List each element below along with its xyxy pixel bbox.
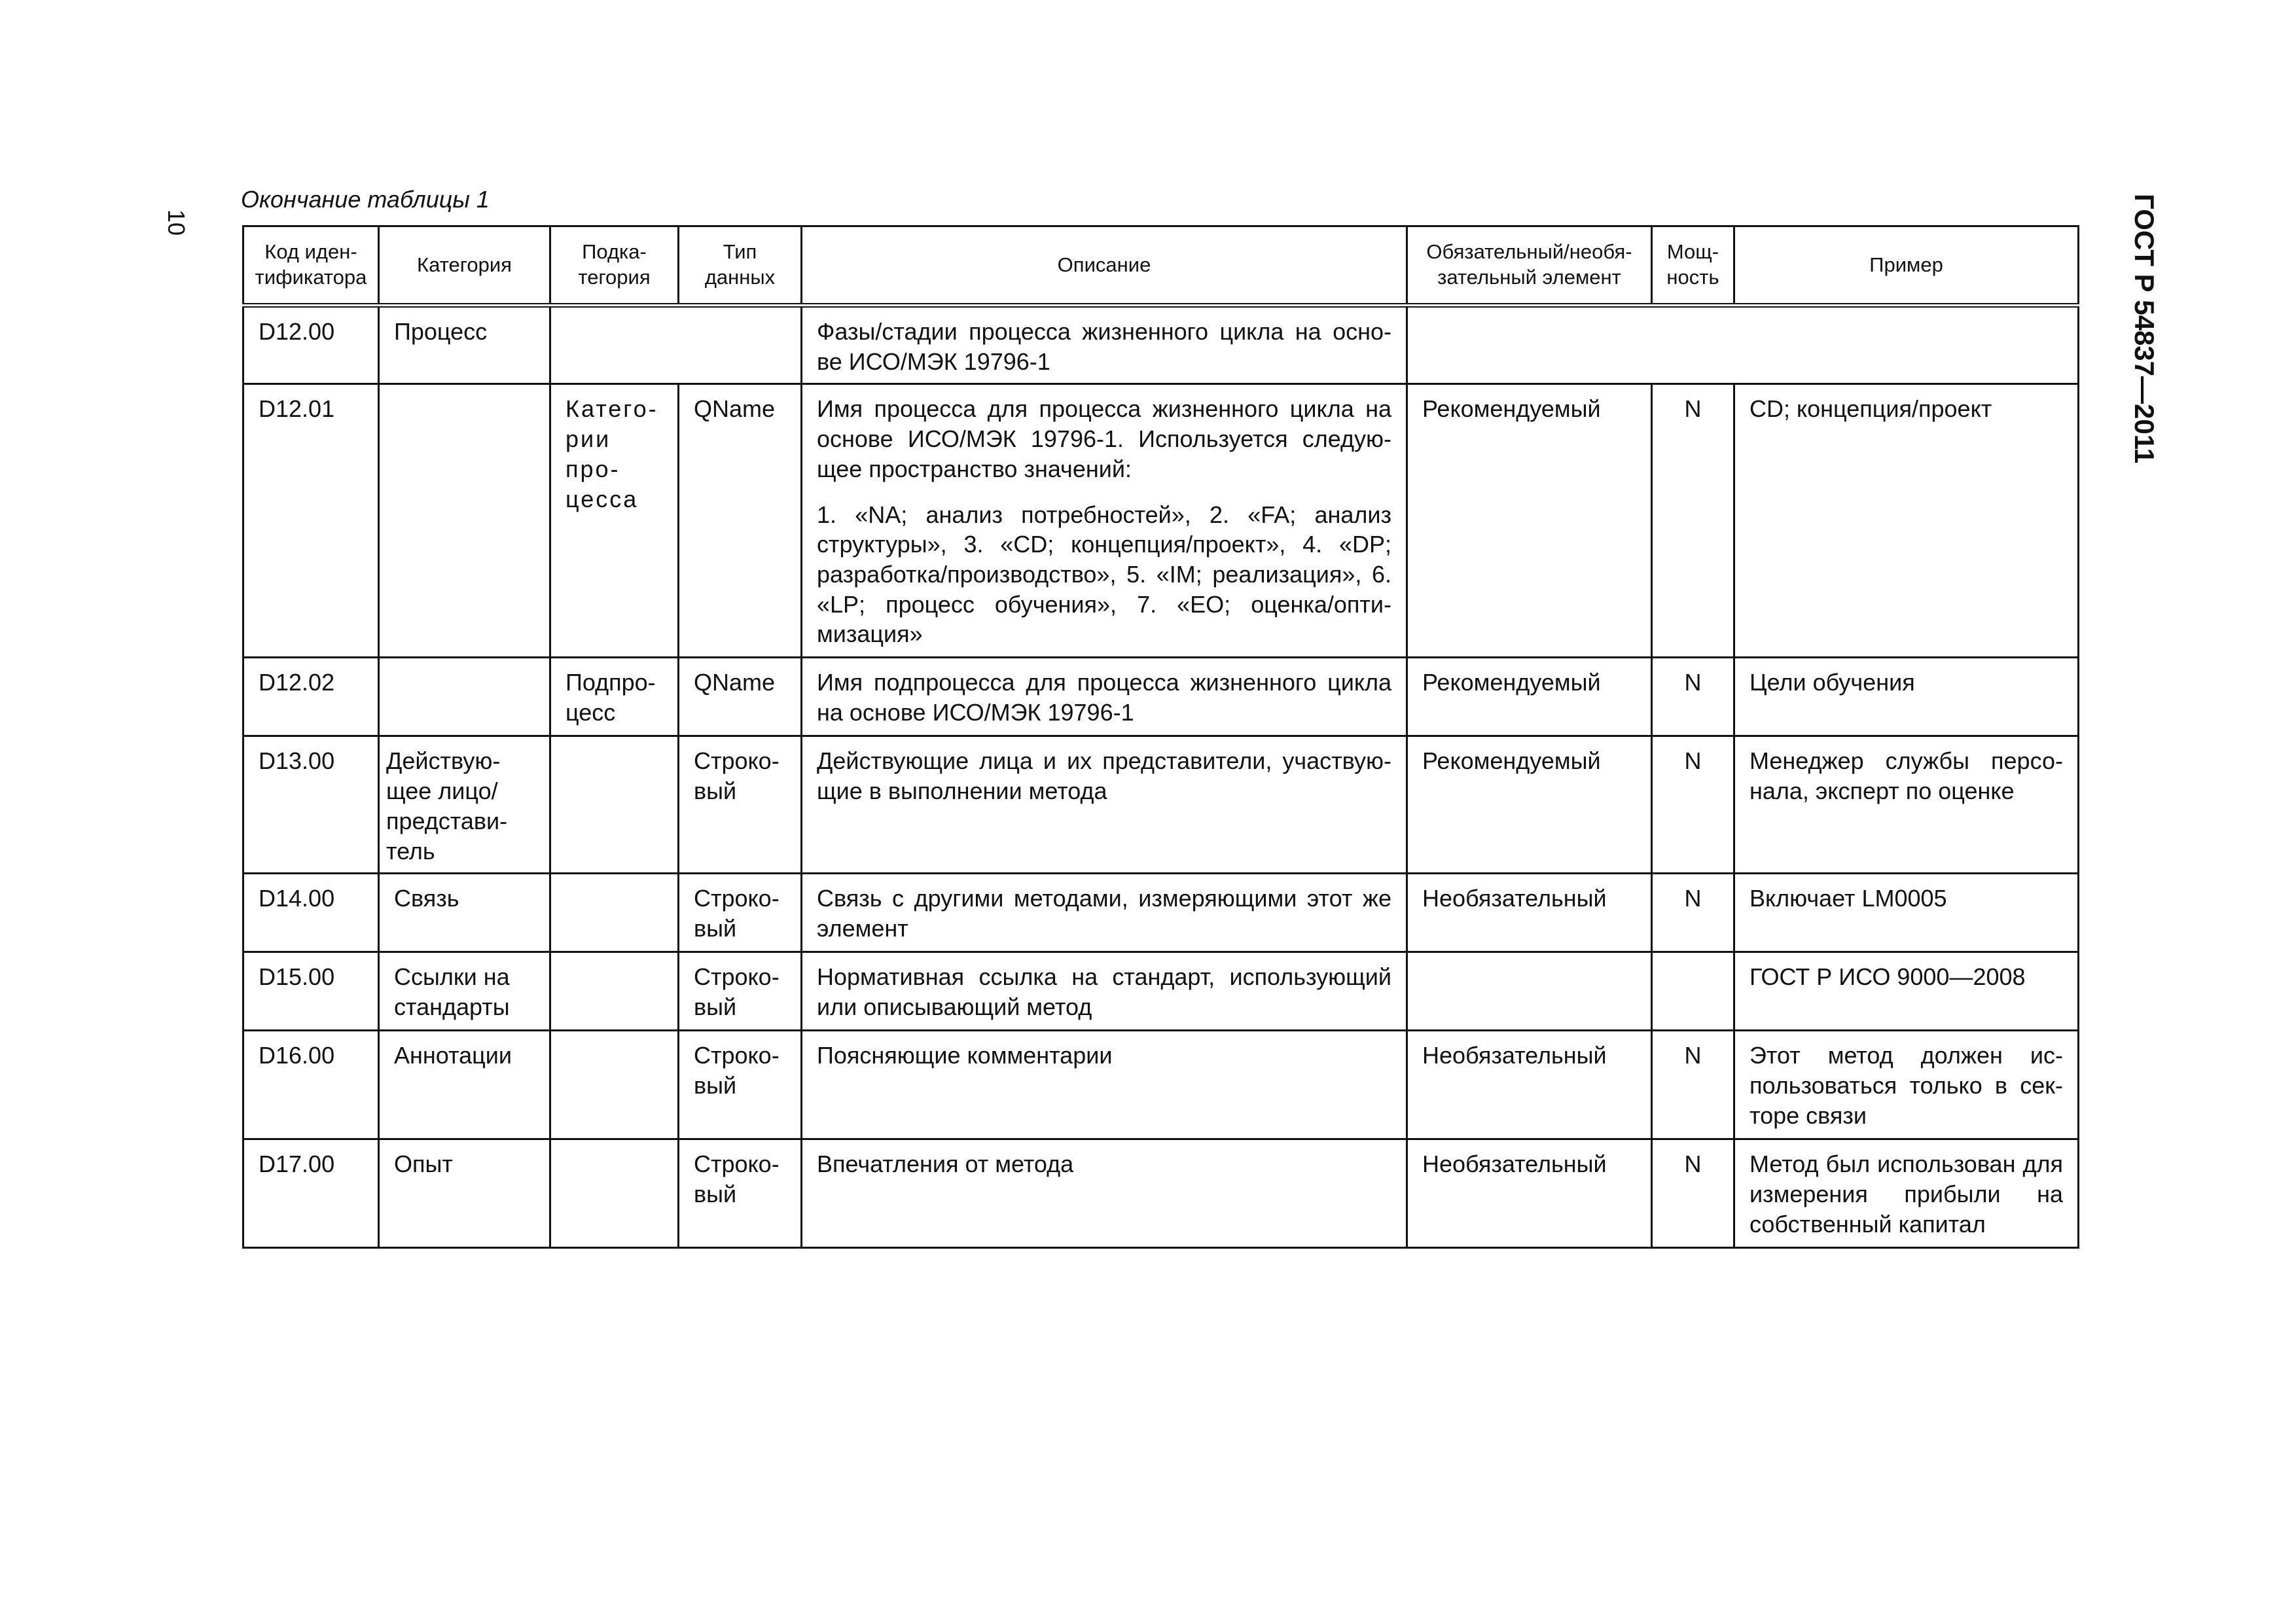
table-row [243, 952, 2079, 1031]
header-code-text: Код иден- тификатора [255, 240, 367, 289]
cell-datatype: Строко-вый [679, 736, 802, 874]
cell-description [802, 874, 1407, 952]
cell-description [802, 384, 1407, 658]
description-paragraph: Имя подпроцесса для процесса жизненного цикла на основе ИСО/МЭК 19796-1 [817, 669, 1391, 726]
cell-category: Действую-щее лицо/ представи-тель [379, 736, 550, 874]
cell-category: Ссылки на стандарты [379, 952, 550, 1031]
cell-datatype: QName [679, 658, 802, 736]
description-paragraph: Связь с другими методами, измеряющими этот же элемент [817, 885, 1391, 942]
header-subcategory-text: Подка- тегория [578, 240, 651, 289]
header-description [802, 226, 1407, 306]
table-header [243, 226, 2079, 306]
header-category-text: Категория [417, 253, 512, 276]
header-code [243, 226, 379, 306]
cell-datatype: Строко-вый [679, 1031, 802, 1139]
cell-datatype: Строко-вый [679, 952, 802, 1031]
cell-obligation: Рекомендуемый [1407, 658, 1652, 736]
cell-subcategory [550, 1031, 679, 1139]
table-row [243, 1031, 2079, 1139]
cell-description [802, 1031, 1407, 1139]
cell-code: D17.00 [243, 1139, 379, 1248]
cell-example: Менеджер службы персо-нала, эксперт по оценке [1734, 736, 2079, 874]
cell-obligation: Необязательный [1407, 1139, 1652, 1248]
cell-description [802, 306, 1407, 384]
table-body [243, 306, 2079, 1248]
cell-category: Связь [379, 874, 550, 952]
header-datatype [679, 226, 802, 306]
cell-obligation: Рекомендуемый [1407, 736, 1652, 874]
header-row [243, 226, 2079, 306]
cell-category: Опыт [379, 1139, 550, 1248]
table-row [243, 658, 2079, 736]
cell-subcategory-datatype [550, 306, 802, 384]
cell-description [802, 658, 1407, 736]
cell-subcategory [550, 736, 679, 874]
cell-example: Цели обучения [1734, 658, 2079, 736]
cell-example: Метод был использован для измерения прибыли на собственный капитал [1734, 1139, 2079, 1248]
header-subcategory [550, 226, 679, 306]
cell-category: Процесс [379, 306, 550, 384]
header-datatype-text: Тип данных [704, 240, 776, 289]
cell-category [379, 384, 550, 658]
description-paragraph: Впечатления от метода [817, 1150, 1074, 1178]
header-cardinality [1652, 226, 1734, 306]
table-caption: Окончание таблицы 1 [241, 186, 490, 213]
cell-cardinality: N [1652, 874, 1734, 952]
table-row [243, 874, 2079, 952]
cell-cardinality: N [1652, 736, 1734, 874]
table-row [243, 1139, 2079, 1248]
cell-obligation [1407, 952, 1652, 1031]
header-example [1734, 226, 2079, 306]
cell-code: D15.00 [243, 952, 379, 1031]
page-number: 10 [163, 209, 190, 236]
cell-code: D14.00 [243, 874, 379, 952]
table-row [243, 736, 2079, 874]
cell-subcategory: Катего-рии про-цесса [550, 384, 679, 658]
cell-cardinality [1652, 952, 1734, 1031]
cell-cardinality: N [1652, 658, 1734, 736]
cell-description [802, 1139, 1407, 1248]
cell-subcategory [550, 1139, 679, 1248]
header-example-text: Пример [1869, 253, 1943, 276]
cell-code: D12.00 [243, 306, 379, 384]
table-row [243, 306, 2079, 384]
description-paragraph: Нормативная ссылка на стандарт, использующий или описывающий метод [817, 963, 1391, 1021]
table-row [243, 384, 2079, 658]
cell-obligation: Необязательный [1407, 874, 1652, 952]
cell-subcategory: Подпро-цесс [550, 658, 679, 736]
cell-description [802, 736, 1407, 874]
cell-subcategory [550, 874, 679, 952]
cell-example: Этот метод должен ис-пользоваться только в сек-торе связи [1734, 1031, 2079, 1139]
description-paragraph: Поясняющие комментарии [817, 1042, 1113, 1069]
cell-cardinality: N [1652, 384, 1734, 658]
cell-category [379, 658, 550, 736]
cell-example: ГОСТ Р ИСО 9000—2008 [1734, 952, 2079, 1031]
cell-obligation-cardinality-example [1407, 306, 2079, 384]
cell-example: Включает LM0005 [1734, 874, 2079, 952]
header-category [379, 226, 550, 306]
cell-cardinality: N [1652, 1031, 1734, 1139]
cell-subcategory [550, 952, 679, 1031]
document-code: ГОСТ Р 54837—2011 [2129, 194, 2160, 464]
description-paragraph: Действующие лица и их представители, участвую-щие в выполнении метода [817, 747, 1391, 805]
cell-datatype: QName [679, 384, 802, 658]
header-cardinality-text: Мощ- ность [1666, 240, 1719, 289]
cell-datatype: Строко-вый [679, 874, 802, 952]
header-obligation [1407, 226, 1652, 306]
cell-description [802, 952, 1407, 1031]
attributes-table [242, 225, 2079, 1249]
description-paragraph: 1. «NA; анализ потребностей», 2. «FA; анализ структуры», 3. «CD; концепция/проект», 4. «DP; разработка/производство», 5. «IM; реализация», 6. «LP; процесс обучения», 7. «EO; оценка/опти-мизация» [817, 501, 1391, 648]
cell-datatype: Строко-вый [679, 1139, 802, 1248]
cell-example: CD; концепция/проект [1734, 384, 2079, 658]
cell-code: D16.00 [243, 1031, 379, 1139]
cell-code: D12.02 [243, 658, 379, 736]
cell-code: D12.01 [243, 384, 379, 658]
header-description-text: Описание [1057, 253, 1151, 276]
header-obligation-text: Обязательный/необя- зательный элемент [1426, 240, 1632, 289]
cell-obligation: Необязательный [1407, 1031, 1652, 1139]
description-paragraph: Имя процесса для процесса жизненного цикла на основе ИСО/МЭК 19796-1. Используется следую-щее пространство значений: [817, 395, 1391, 482]
description-paragraph: Фазы/стадии процесса жизненного цикла на осно-ве ИСО/МЭК 19796-1 [817, 318, 1391, 375]
cell-code: D13.00 [243, 736, 379, 874]
cell-obligation: Рекомендуемый [1407, 384, 1652, 658]
cell-category: Аннотации [379, 1031, 550, 1139]
cell-cardinality: N [1652, 1139, 1734, 1248]
